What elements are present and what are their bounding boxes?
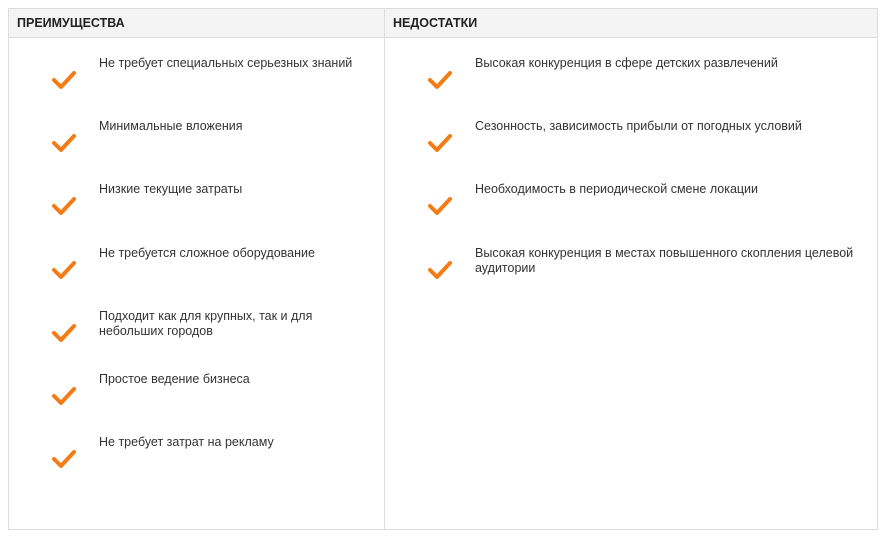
checkmark-icon [51, 133, 77, 153]
advantages-header: ПРЕИМУЩЕСТВА [9, 9, 384, 38]
list-item [385, 119, 877, 169]
checkmark-icon [51, 323, 77, 343]
advantage-text: Простое ведение бизнеса [99, 372, 250, 386]
checkmark-icon [427, 260, 453, 280]
disadvantages-header: НЕДОСТАТКИ [385, 9, 877, 38]
disadvantage-text: Высокая конкуренция в местах повышенного скопления целевой аудитории [475, 246, 854, 275]
advantage-text: Не требуется сложное оборудование [99, 246, 315, 260]
list-item [9, 119, 384, 169]
list-item [9, 435, 384, 485]
list-item [9, 372, 384, 422]
list-item [385, 182, 877, 232]
checkmark-icon [51, 386, 77, 406]
advantage-text: Не требует затрат на рекламу [99, 435, 274, 449]
list-item [9, 246, 384, 296]
advantage-text: Минимальные вложения [99, 119, 243, 133]
disadvantages-column [385, 9, 877, 529]
list-item [385, 56, 877, 106]
checkmark-icon [427, 133, 453, 153]
checkmark-icon [51, 449, 77, 469]
list-item [9, 56, 384, 106]
advantages-column [9, 9, 385, 529]
advantage-text: Не требует специальных серьезных знаний [99, 56, 353, 70]
pros-cons-table [8, 8, 878, 530]
checkmark-icon [51, 70, 77, 90]
advantage-text: Низкие текущие затраты [99, 182, 243, 196]
list-item [385, 246, 877, 296]
disadvantage-text: Высокая конкуренция в сфере детских развлечений [475, 56, 778, 70]
checkmark-icon [51, 260, 77, 280]
disadvantage-text: Необходимость в периодической смене локации [475, 182, 759, 196]
checkmark-icon [427, 196, 453, 216]
checkmark-icon [51, 196, 77, 216]
advantage-text: Подходит как для крупных, так и для небольших городов [99, 309, 313, 338]
disadvantage-text: Сезонность, зависимость прибыли от погодных условий [475, 119, 802, 133]
checkmark-icon [427, 70, 453, 90]
list-item [9, 309, 384, 359]
list-item [9, 182, 384, 232]
